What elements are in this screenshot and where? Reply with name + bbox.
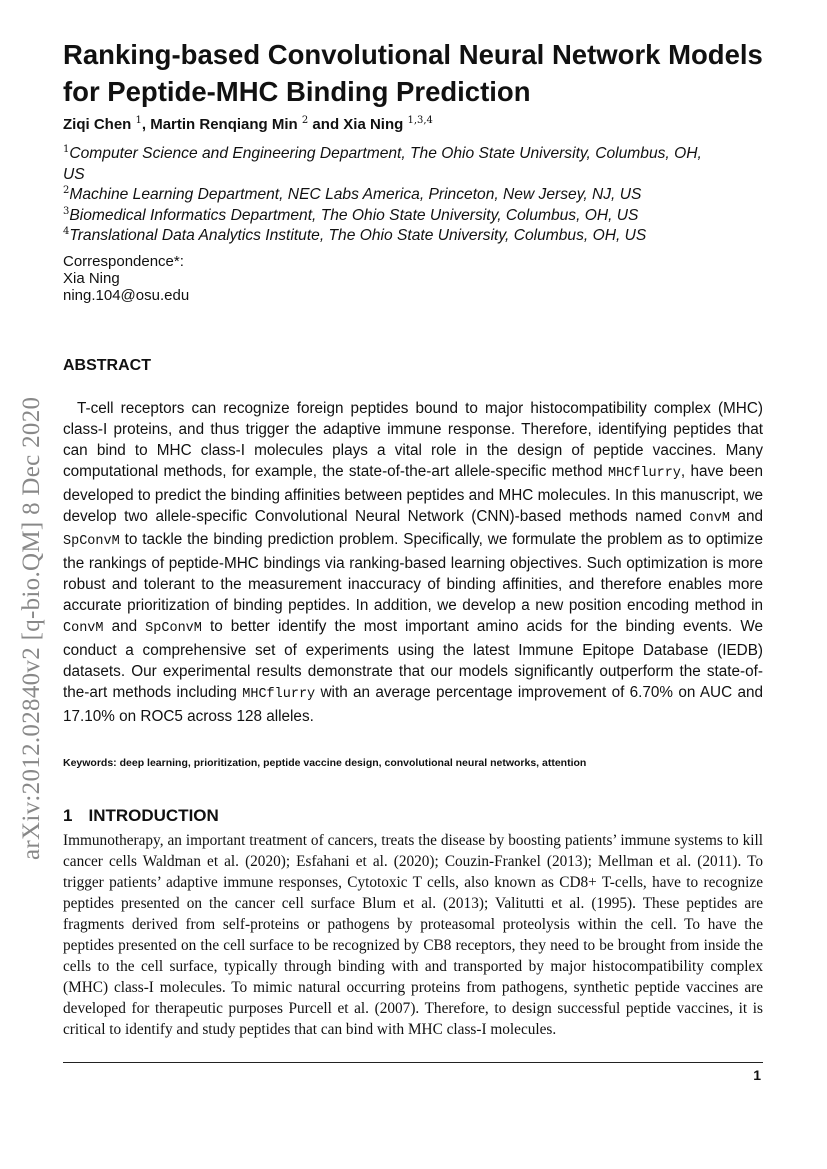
affil-sup: 1 bbox=[63, 143, 70, 155]
abstract-text: with an average percentage improvement of 6.70% on AUC and 17.10% on ROC5 across 128 alleles. bbox=[63, 684, 764, 725]
section-heading-introduction bbox=[63, 806, 763, 826]
method-name: SpConvM bbox=[145, 621, 202, 637]
abstract-text: to tackle the binding prediction problem. Specifically, we formulate the problem as to optimize the rankings of peptide-MHC bindings via ranking-based learning objectives. Such optimization is more robust and tolerant to the measurement inaccuracy of binding affinities, and therefore enables more accurate prioritization of binding peptides. In addition, we develop a new position encoding method in bbox=[63, 531, 763, 615]
author-list bbox=[63, 116, 763, 134]
method-name: ConvM bbox=[63, 621, 104, 637]
affil-text: Translational Data Analytics Institute, The Ohio State University, Columbus, OH, US bbox=[69, 227, 647, 244]
abstract-text: , have been developed to predict the binding affinities between peptides and MHC molecules. In this manuscript, we develop two allele-specific Convolutional Neural Network (CNN)-based methods named bbox=[63, 463, 763, 525]
affil-sup: 3 bbox=[63, 205, 70, 217]
arxiv-sidebar-label: arXiv:2012.02840v2 [q-bio.QM] 8 Dec 2020 bbox=[18, 396, 45, 860]
author-name: Martin Renqiang Min bbox=[150, 116, 298, 133]
affiliations bbox=[63, 144, 763, 247]
correspondence bbox=[63, 253, 763, 304]
abstract-text: and bbox=[103, 618, 146, 636]
section-title: INTRODUCTION bbox=[88, 805, 219, 825]
author-name: Ziqi Chen bbox=[63, 116, 132, 133]
author-separator: and bbox=[308, 116, 344, 133]
method-name: MHCflurry bbox=[242, 687, 316, 703]
abstract-body bbox=[63, 398, 763, 727]
affiliation bbox=[63, 206, 763, 227]
affil-text: Biomedical Informatics Department, The Ohio State University, Columbus, OH, US bbox=[69, 206, 639, 224]
footer-rule bbox=[63, 1062, 763, 1063]
correspondence-label: Correspondence*: bbox=[63, 252, 184, 270]
author-affil-sup: 2 bbox=[301, 115, 309, 126]
affil-text: Machine Learning Department, NEC Labs America, Princeton, New Jersey, NJ, US bbox=[69, 186, 642, 203]
affil-sup: 2 bbox=[63, 184, 70, 196]
abstract-text: and bbox=[729, 507, 763, 525]
keywords: Keywords: deep learning, prioritization, peptide vaccine design, convolutional neural networks, attention bbox=[63, 756, 587, 769]
correspondence-name: Xia Ning bbox=[63, 269, 120, 287]
method-name: MHCflurry bbox=[608, 466, 681, 482]
affiliation bbox=[63, 226, 763, 247]
abstract-text: T-cell receptors can recognize foreign peptides bound to major histocompatibility complex (MHC) class-I proteins, and thus trigger the adaptive immune response. Therefore, identifying peptides that can bind to MHC class-I molecules plays a vital role in the design of peptide vaccines. Many computational methods, for example, the state-of-the-art allele-specific method bbox=[63, 399, 763, 481]
author-name: Xia Ning bbox=[343, 116, 404, 133]
paper-title: Ranking-based Convolutional Neural Network Models for Peptide-MHC Binding Prediction bbox=[63, 39, 763, 107]
method-name: SpConvM bbox=[63, 534, 120, 550]
page-content bbox=[63, 0, 763, 1083]
introduction-body: Immunotherapy, an important treatment of cancers, treats the disease by boosting patients’ immune systems to kill cancer cells Waldman et al. (2020); Esfahani et al. (2020); Couzin-Frankel (2013); Mellman et al. (2011). To trigger patients’ adaptive immune responses, Cytotoxic T cells, also known as CD8+ T-cells, have to recognize peptides presented on the cancer cell surface Blum et al. (2013); Valitutti et al. (1995). These peptides are fragments derived from self-proteins or pathogens by proteasomal proteolysis within the cell. To have the peptides presented on the cell surface to be recognized by CB8 receptors, they need to be brought from inside the cells to the cell surface, typically through binding with and transported by major histocompatibility complex (MHC) class-I molecules. To mimic natural occurring proteins from pathogens, synthetic peptide vaccines are developed for therapeutic purposes Purcell et al. (2007). Therefore, to design successful peptide vaccines, it is critical to identify and study peptides that can bind with MHC class-I molecules. bbox=[63, 831, 763, 1038]
section-number: 1 bbox=[63, 805, 73, 825]
affiliation bbox=[63, 185, 763, 206]
affil-sup: 4 bbox=[63, 225, 70, 237]
affil-text: Computer Science and Engineering Department, The Ohio State University, Columbus, OH, US bbox=[63, 145, 702, 183]
method-name: ConvM bbox=[689, 510, 730, 526]
author-affil-sup: 1 bbox=[135, 115, 142, 126]
author-separator: , bbox=[141, 116, 151, 133]
correspondence-email[interactable]: ning.104@osu.edu bbox=[63, 286, 190, 304]
author-affil-sup: 1,3,4 bbox=[407, 115, 433, 126]
affiliation bbox=[63, 144, 703, 185]
abstract-heading: ABSTRACT bbox=[63, 356, 151, 374]
abstract-text: to better identify the most important amino acids for the binding events. We conduct a comprehensive set of experiments using the latest Immune Epitope Database (IEDB) datasets. Our experimental results demonstrate that our models significantly outperform the state-of-the-art methods including bbox=[63, 618, 763, 702]
page-number: 1 bbox=[753, 1066, 761, 1083]
